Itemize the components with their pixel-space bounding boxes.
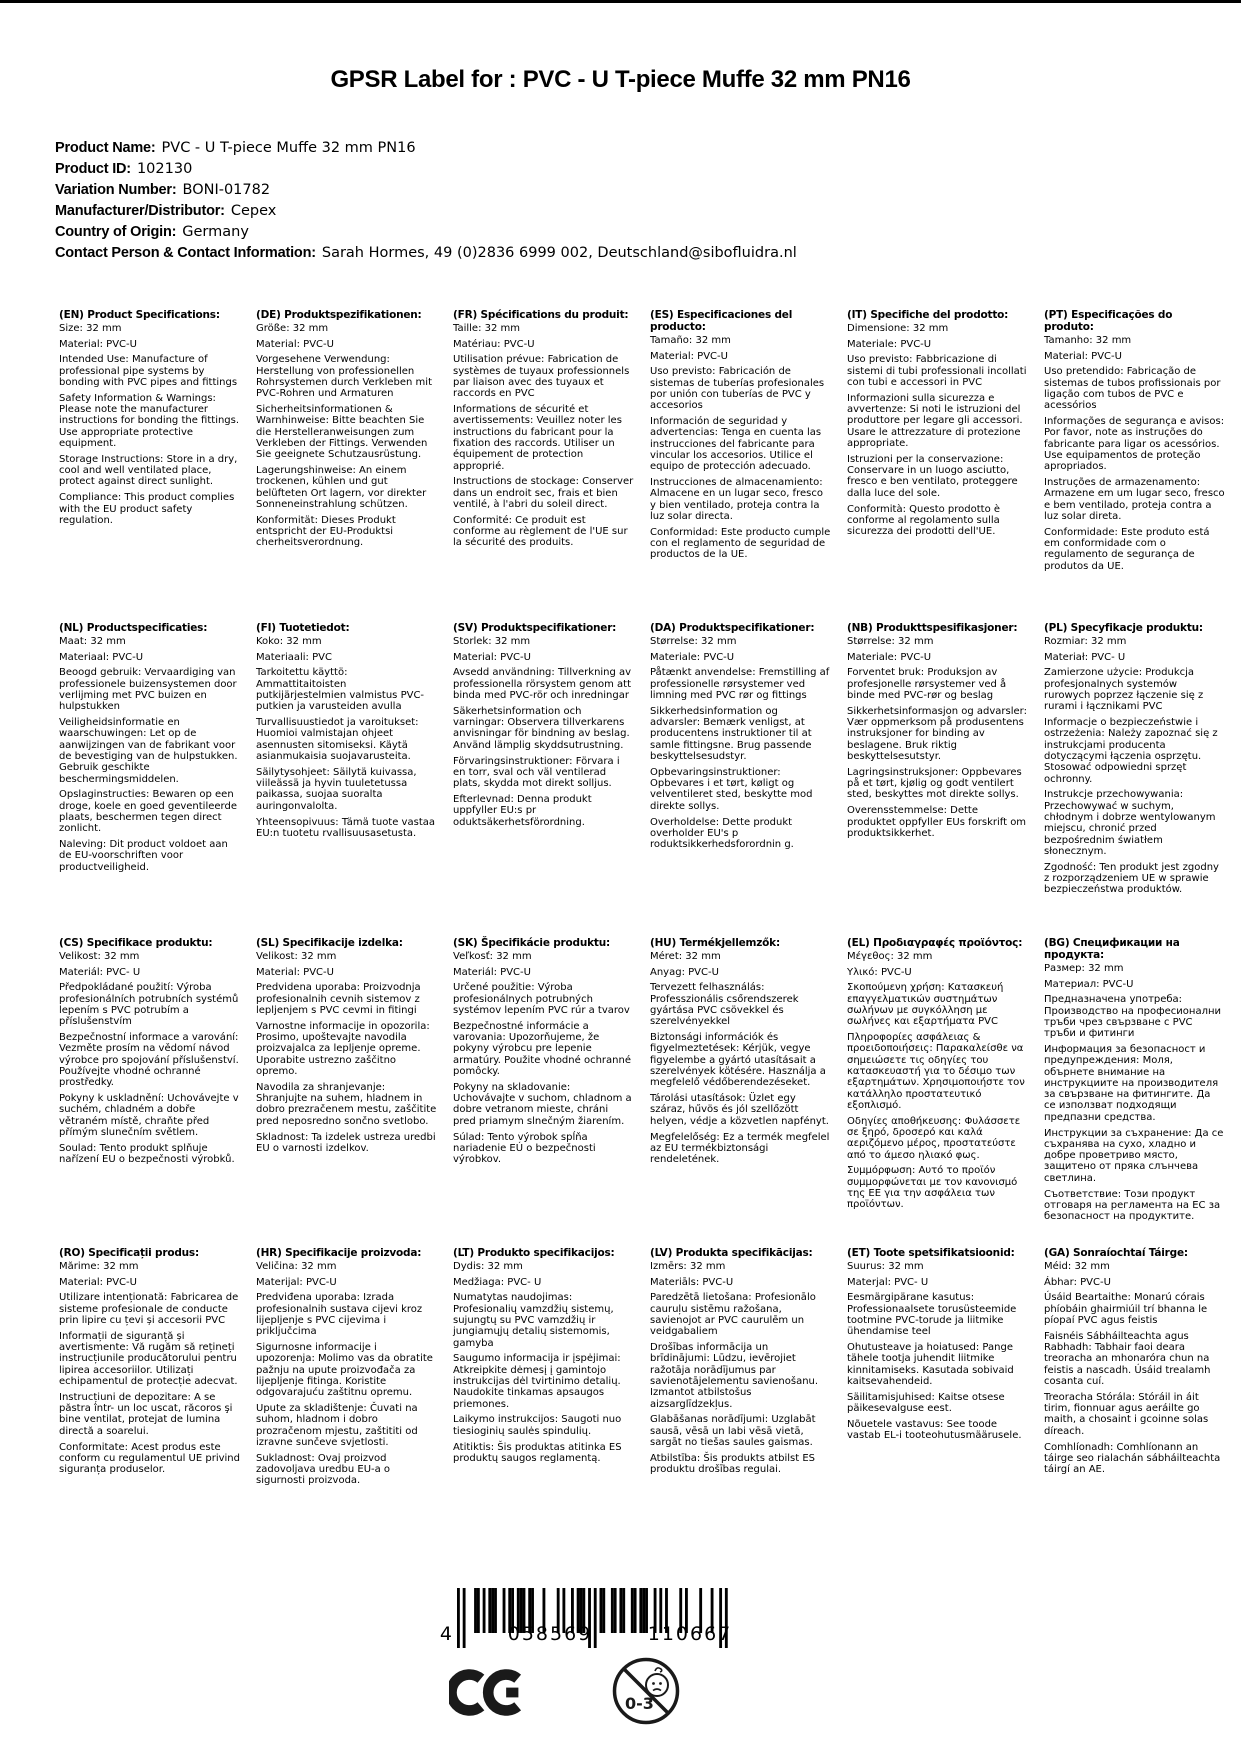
- spec-paragraph: Πληροφορίες ασφάλειας & προειδοποιήσεις: Παρακαλείσθε να σημειώσετε τις οδηγίες του κατασκευαστή για το δέσιμο των εξαρτημάτων. Χρησιμοποιήστε τον κατάλληλο προστατευτικό εξοπλισμό.: [847, 1032, 1025, 1111]
- spec-grid: [59, 310, 1241, 1487]
- spec-paragraph: Sukladnost: Ovaj proizvod zadovoljava uredbu EU-a o sigurnosti proizvoda.: [256, 1452, 391, 1487]
- spec-block-heading: (NB) Produkttspesifikasjoner:: [847, 622, 1018, 634]
- spec-paragraph: Určené použitie: Výroba profesionálnych potrubných systémov lepením PVC rúr a tvarov: [453, 982, 630, 1017]
- spec-paragraph: Taille: 32 mm: [453, 322, 521, 334]
- spec-paragraph: Overensstemmelse: Dette produktet oppfyller EUs forskrift om produktsikkerhet.: [847, 805, 1027, 839]
- spec-block-de: [256, 310, 437, 623]
- spec-paragraph: Tárolási utasítások: Üzlet egy száraz, hűvös és jól szellőzött helyen, védje a közvetlen napfényt.: [650, 1093, 829, 1127]
- spec-paragraph: Informații de siguranță și avertismente: Vă rugăm să rețineți instrucțiunile producătorului pentru lipirea accesoriilor. Utilizați echipamentul de protecție adecvat.: [59, 1330, 238, 1388]
- spec-block-el: [847, 938, 1028, 1248]
- spec-paragraph: Naleving: Dit product voldoet aan de EU-voorschriften voor productveiligheid.: [59, 839, 228, 873]
- manufacturer-value: Cepex: [230, 203, 277, 219]
- spec-paragraph: Säilytysohjeet: Säilytä kuivassa, viileässä ja hyvin tuuletetussa paikassa, suojaa suoralta auringonvalolta.: [256, 766, 417, 812]
- spec-block-heading: (NL) Productspecificaties:: [59, 622, 208, 634]
- manufacturer-line: [55, 201, 1185, 222]
- variation-number-value: BONI-01782: [182, 182, 271, 198]
- spec-block-heading: (ET) Toote spetsifikatsioonid:: [847, 1247, 1015, 1259]
- spec-block-heading: (EN) Product Specifications:: [59, 309, 220, 321]
- spec-paragraph: Avsedd användning: Tillverkning av professionella rörsystem genom att binda med PVC-rör och inredningar: [453, 667, 632, 702]
- spec-paragraph: Medžiaga: PVC- U: [453, 1276, 542, 1288]
- spec-paragraph: Conformidade: Este produto está em conformidade com o regulamento de segurança de produtos da UE.: [1044, 526, 1210, 572]
- page-title: GPSR Label for : PVC - U T-piece Muffe 32 mm PN16: [330, 66, 911, 94]
- spec-paragraph: Υλικό: PVC-U: [847, 966, 912, 978]
- barcode-left-digits: 058569: [507, 1623, 593, 1645]
- spec-paragraph: Konformität: Dieses Produkt entspricht der EU-Produktsi cherheitsverordnung.: [256, 514, 396, 549]
- spec-paragraph: Turvallisuustiedot ja varoitukset: Huomioi valmistajan ohjeet asennusten sitomiseksi. Käytä asianmukaisia suojavarusteita.: [256, 717, 419, 763]
- spec-block-heading: (CS) Specifikace produktu:: [59, 937, 213, 949]
- spec-paragraph: Beoogd gebruik: Vervaardiging van professionele buizensystemen door verlijming met PVC buizen en hulpstukken: [59, 667, 237, 713]
- spec-block-ga: [1044, 1248, 1225, 1487]
- spec-paragraph: Informations de sécurité et avertissements: Veuillez noter les instructions du fabricant pour la fixation des raccords. Utiliser un équipement de protection approprié.: [453, 404, 622, 472]
- spec-block-heading: (LT) Produkto specifikacijos:: [453, 1247, 615, 1259]
- barcode-right-digits: 110667: [647, 1623, 733, 1645]
- spec-paragraph: Material: PVC-U: [1044, 350, 1122, 362]
- spec-paragraph: Compliance: This product complies with the EU product safety regulation.: [59, 492, 235, 526]
- spec-paragraph: Rozmiar: 32 mm: [1044, 635, 1127, 647]
- spec-paragraph: Förvaringsinstruktioner: Förvara i en torr, sval och väl ventilerad plats, skydda mot direkt solljus.: [453, 755, 620, 790]
- country-of-origin-line: [55, 222, 1185, 243]
- spec-paragraph: Koko: 32 mm: [256, 635, 322, 647]
- product-id-value: 102130: [136, 161, 193, 177]
- spec-paragraph: Materijal: PVC-U: [256, 1276, 337, 1288]
- spec-paragraph: Instruções de armazenamento: Armazene em um lugar seco, fresco e bem ventilado, proteja contra a luz solar direta.: [1044, 476, 1225, 522]
- spec-paragraph: Opbevaringsinstruktioner: Opbevares i et tørt, køligt og velventileret sted, beskytte mod direkte sollys.: [650, 766, 813, 812]
- spec-paragraph: Méret: 32 mm: [650, 950, 721, 962]
- spec-block-da: [650, 623, 831, 938]
- spec-paragraph: Tarkoitettu käyttö: Ammattitaitoisten putkijärjestelmien valmistus PVC-putkien ja varusteiden avulla: [256, 667, 425, 713]
- spec-paragraph: Informações de segurança e avisos: Por favor, note as instruções do fabricante para ligar os acessórios. Use equipamentos de proteção apropriados.: [1044, 416, 1225, 473]
- spec-paragraph: Instrucțiuni de depozitare: A se păstra într- un loc uscat, răcoros şi bine ventilat, protejat de lumina directă a soarelui.: [59, 1391, 233, 1437]
- spec-paragraph: Material: PVC-U: [650, 350, 728, 362]
- spec-paragraph: Materjal: PVC- U: [847, 1276, 929, 1288]
- spec-paragraph: Forventet bruk: Produksjon av profesjonelle rørsystemer ved å binde med PVC-rør og beslag: [847, 667, 1007, 702]
- variation-number-line: [55, 180, 1185, 201]
- spec-paragraph: Súlad: Tento výrobok spĺňa nariadenie EÚ o bezpečnosti výrobkov.: [453, 1131, 596, 1166]
- spec-paragraph: Conformitate: Acest produs este conform cu regulamentul UE privind siguranța produselor.: [59, 1441, 240, 1476]
- spec-paragraph: Storlek: 32 mm: [453, 635, 531, 647]
- spec-paragraph: Izmērs: 32 mm: [650, 1260, 726, 1272]
- product-header-info: [55, 138, 1185, 264]
- spec-paragraph: Información de seguridad y advertencias: Tenga en cuenta las instrucciones del fabricante para vincular los accesorios. Utilice el equipo de protección adecuado.: [650, 416, 822, 473]
- spec-paragraph: Sicherheitsinformationen & Warnhinweise: Bitte beachten Sie die Herstelleranweisungen zum Verkleben der Fittings. Verwenden Sie geeignete Schutzausrüstung.: [256, 404, 428, 461]
- ce-mark-icon: [449, 1662, 529, 1723]
- spec-paragraph: Vorgesehene Verwendung: Herstellung von professionellen Rohrsystemen durch Verkleben mit PVC-Rohren und Armaturen: [256, 354, 432, 400]
- spec-block-pt: [1044, 310, 1225, 623]
- spec-block-es: [650, 310, 831, 623]
- spec-paragraph: Treoracha Stórála: Stóráil in áit tirim, fionnuar agus aeráilte go maith, a chosaint i gcoinne solas díreach.: [1044, 1391, 1209, 1437]
- spec-paragraph: Megfelelőség: Ez a termék megfelel az EU termékbiztonsági rendeletének.: [650, 1131, 830, 1166]
- contact-line: [55, 243, 1185, 264]
- spec-paragraph: Opslaginstructies: Bewaren op een droge, koele en goed geventileerde plaats, beschermen tegen direct zonlicht.: [59, 789, 237, 835]
- spec-paragraph: Drošības informācija un brīdinājumi: Lūdzu, ievērojiet ražotāja norādījumus par savienotājelementu savienošanu. Izmantot atbilstošus aizsarglīdzekļus.: [650, 1342, 819, 1410]
- spec-block-et: [847, 1248, 1028, 1487]
- spec-paragraph: Instrucciones de almacenamiento: Almacene en un lugar seco, fresco y bien ventilado, proteja contra la luz solar directa.: [650, 476, 823, 522]
- spec-block-heading: (RO) Specificații produs:: [59, 1247, 199, 1259]
- spec-paragraph: Съответствие: Този продукт отговаря на регламента на ЕС за безопасност на продуктите.: [1044, 1188, 1221, 1223]
- spec-paragraph: Utilizare intenționată: Fabricarea de sisteme profesionale de conducte prin lipire cu țevi și accesorii PVC: [59, 1292, 239, 1327]
- spec-paragraph: Pokyny na skladovanie: Uchovávajte v suchom, chladnom a dobre vetranom mieste, chráni pred priamym slnečným žiarením.: [453, 1081, 632, 1127]
- spec-paragraph: Materiaal: PVC-U: [59, 651, 144, 663]
- spec-paragraph: Conformità: Questo prodotto è conforme al regolamento sulla sicurezza dei prodotti dell'UE.: [847, 503, 1001, 538]
- spec-paragraph: Materiale: PVC-U: [847, 651, 932, 663]
- spec-block-heading: (PL) Specyfikacje produktu:: [1044, 622, 1203, 634]
- manufacturer-label: Manufacturer/Distributor:: [55, 203, 225, 219]
- product-id-label: Product ID:: [55, 161, 131, 177]
- spec-paragraph: Размер: 32 mm: [1044, 962, 1124, 974]
- age-warning-label: 0-3: [625, 1694, 654, 1713]
- country-of-origin-label: Country of Origin:: [55, 224, 177, 240]
- spec-paragraph: Tamanho: 32 mm: [1044, 334, 1132, 346]
- spec-paragraph: Material: PVC-U: [59, 338, 137, 350]
- spec-paragraph: Οδηγίες αποθήκευσης: Φυλάσσετε σε ξηρό, δροσερό και καλά αεριζόμενο μέρος, προστατεύστε από το άμεσο ηλιακό φως.: [847, 1115, 1021, 1161]
- spec-paragraph: Maat: 32 mm: [59, 635, 126, 647]
- spec-block-heading: (EL) Προδιαγραφές προϊόντος:: [847, 937, 1023, 949]
- country-of-origin-value: Germany: [182, 224, 249, 240]
- spec-paragraph: Σκοπούμενη χρήση: Κατασκευή επαγγελματικών συστημάτων σωλήνων με συγκόλληση με σωλήνες και εξαρτήματα PVC: [847, 982, 1004, 1028]
- spec-paragraph: Biztonsági információk és figyelmeztetések: Kérjük, vegye figyelembe a gyártó utasításait a szerelvények kötésére. Használja a megfelelő védőberendezéseket.: [650, 1032, 826, 1089]
- spec-paragraph: Zamierzone użycie: Produkcja profesjonalnych systemów rurowych poprzez łączenie się z rurami i łącznikami PVC: [1044, 667, 1204, 713]
- spec-paragraph: Ohutusteave ja hoiatused: Pange tähele tootja juhendit liitmike kinnitamiseks. Kasutada sobivaid kaitsevahendeid.: [847, 1342, 1014, 1388]
- spec-paragraph: Atbilstība: Šis produkts atbilst ES produktu drošības regulai.: [650, 1452, 816, 1476]
- spec-paragraph: Tervezett felhasználás: Professzionális csőrendszerek gyártása PVC csövekkel és szerelvényekkel: [650, 982, 799, 1028]
- spec-block-heading: (ES) Especificaciones del producto:: [650, 309, 793, 333]
- spec-paragraph: Ábhar: PVC-U: [1044, 1276, 1111, 1288]
- spec-paragraph: Størrelse: 32 mm: [650, 635, 737, 647]
- spec-block-lt: [453, 1248, 634, 1487]
- spec-paragraph: Bezpečnostní informace a varování: Vezměte prosím na vědomí návod výrobce pro spojování příslušenství. Používejte vhodné ochranné prostředky.: [59, 1032, 239, 1089]
- spec-paragraph: Overholdelse: Dette produkt overholder EU's p roduktsikkerhedsforordnin g.: [650, 816, 794, 851]
- age-warning-0-3-icon: [611, 1656, 681, 1726]
- contact-value: Sarah Hormes, 49 (0)2836 6999 002, Deutschland@sibofluidra.nl: [321, 245, 797, 261]
- product-name-value: PVC - U T-piece Muffe 32 mm PN16: [161, 140, 416, 156]
- spec-block-it: [847, 310, 1028, 623]
- spec-block-heading: (PT) Especificações do produto:: [1044, 309, 1173, 333]
- contact-label: Contact Person & Contact Information:: [55, 245, 316, 261]
- page-top-rule: [0, 0, 1241, 3]
- spec-paragraph: Материал: PVC-U: [1044, 978, 1134, 990]
- spec-block-lv: [650, 1248, 831, 1487]
- spec-paragraph: Materiāls: PVC-U: [650, 1276, 734, 1288]
- spec-paragraph: Material: PVC-U: [59, 1276, 137, 1288]
- spec-paragraph: Materiaali: PVC: [256, 651, 332, 663]
- spec-paragraph: Méid: 32 mm: [1044, 1260, 1110, 1272]
- spec-paragraph: Materiál: PVC-U: [453, 966, 531, 978]
- spec-block-sk: [453, 938, 634, 1248]
- spec-paragraph: Nõuetele vastavus: See toode vastab EL-i tooteohutusmäärusele.: [847, 1418, 1022, 1442]
- spec-paragraph: Συμμόρφωση: Αυτό το προϊόν συμμορφώνεται με τον κανονισμό της ΕΕ για την ασφάλεια των προϊόντων.: [847, 1165, 1018, 1211]
- variation-number-label: Variation Number:: [55, 182, 177, 198]
- spec-block-heading: (LV) Produkta specifikācijas:: [650, 1247, 813, 1259]
- spec-block-sv: [453, 623, 634, 938]
- spec-paragraph: Säilitamisjuhised: Kaitse otsese päikesevalguse eest.: [847, 1391, 1005, 1415]
- spec-paragraph: Veličina: 32 mm: [256, 1260, 337, 1272]
- spec-paragraph: Instrukcje przechowywania: Przechowywać w suchym, chłodnym i dobrze wentylowanym miejscu, chronić przed bezpośrednim światłem słonecznym.: [1044, 789, 1216, 857]
- spec-paragraph: Matériau: PVC-U: [453, 338, 535, 350]
- product-name-label: Product Name:: [55, 140, 156, 156]
- spec-paragraph: Uso previsto: Fabricación de sistemas de tuberías profesionales por unión con tuberías de PVC y accesorios: [650, 366, 825, 412]
- spec-paragraph: Yhteensopivuus: Tämä tuote vastaa EU:n tuotetu rvallisuusasetusta.: [256, 816, 435, 839]
- spec-paragraph: Numatytas naudojimas: Profesionalių vamzdžių sistemų, sujungtų su PVC vamzdžių ir jungiamųjų detalių sistemomis, gamyba: [453, 1292, 614, 1349]
- spec-paragraph: Safety Information & Warnings: Please note the manufacturer instructions for bonding the fittings. Use appropriate protective equipment.: [59, 392, 240, 450]
- spec-paragraph: Uso pretendido: Fabricação de sistemas de tubos profissionais por ligação com tubos de PVC e acessórios: [1044, 366, 1221, 412]
- spec-block-heading: (HR) Specifikacije proizvoda:: [256, 1247, 422, 1259]
- spec-block-heading: (IT) Specifiche del prodotto:: [847, 309, 1009, 321]
- spec-paragraph: Glabāšanas norādījumi: Uzglabāt sausā, vēsā un labi vēsā vietā, sargāt no tiešas saules gaismas.: [650, 1414, 816, 1449]
- spec-paragraph: Instructions de stockage: Conserver dans un endroit sec, frais et bien ventilé, à l'abri du soleil direct.: [453, 476, 634, 511]
- spec-paragraph: Skladnost: Ta izdelek ustreza uredbi EU o varnosti izdelkov.: [256, 1131, 436, 1154]
- spec-block-heading: (SK) Špecifikácie produktu:: [453, 937, 610, 949]
- spec-block-fr: [453, 310, 634, 623]
- spec-paragraph: Predvidena uporaba: Proizvodnja profesionalnih cevnih sistemov z lepljenjem s PVC cevmi in fitingi: [256, 982, 421, 1017]
- spec-block-heading: (FI) Tuotetiedot:: [256, 622, 350, 634]
- spec-paragraph: Předpokládané použití: Výroba profesionálních potrubních systémů lepením s PVC potrubím a příslušenstvím: [59, 982, 239, 1028]
- spec-paragraph: Säkerhetsinformation och varningar: Observera tillverkarens anvisningar för bindning av beslag. Använd lämplig skyddsutrustning.: [453, 705, 630, 751]
- spec-paragraph: Material: PVC-U: [256, 966, 334, 978]
- product-name-line: [55, 138, 1185, 159]
- spec-block-heading: (BG) Спецификации на продукта:: [1044, 937, 1180, 961]
- spec-block-heading: (SV) Produktspecifikationer:: [453, 622, 617, 634]
- spec-paragraph: Storage Instructions: Store in a dry, cool and well ventilated place, protect against direct sunlight.: [59, 453, 238, 488]
- spec-paragraph: Intended Use: Manufacture of professional pipe systems by bonding with PVC pipes and fittings: [59, 354, 238, 389]
- spec-paragraph: Upute za skladištenje: Čuvati na suhom, hladnom i dobro prozračenom mjestu, zaštititi od izravne sunčeve svjetlosti.: [256, 1403, 418, 1449]
- spec-paragraph: Conformidad: Este producto cumple con el reglamento de seguridad de productos de la UE.: [650, 526, 831, 561]
- barcode-lead-digit: 4: [439, 1623, 452, 1645]
- barcode: [430, 1585, 810, 1655]
- spec-paragraph: Conformité: Ce produit est conforme au règlement de l'UE sur la sécurité des produits.: [453, 514, 628, 549]
- spec-paragraph: Efterlevnad: Denna produkt uppfyller EU:s pr oduktsäkerhetsförordning.: [453, 793, 592, 828]
- spec-paragraph: Größe: 32 mm: [256, 322, 329, 334]
- spec-paragraph: Utilisation prévue: Fabrication de systèmes de tuyaux professionnels par liaison avec des tuyaux et raccords en PVC: [453, 354, 630, 400]
- spec-paragraph: Materiale: PVC-U: [847, 338, 932, 350]
- spec-paragraph: Dydis: 32 mm: [453, 1260, 523, 1272]
- spec-paragraph: Μέγεθος: 32 mm: [847, 950, 933, 962]
- spec-block-heading: (DA) Produktspecifikationer:: [650, 622, 815, 634]
- spec-block-heading: (SL) Specifikacije izdelka:: [256, 937, 403, 949]
- spec-paragraph: Informacje o bezpieczeństwie i ostrzeżenia: Należy zapoznać się z instrukcjami producenta dotyczącymi łączenia osprzętu. Stosować odpowiedni sprzęt ochronny.: [1044, 717, 1218, 785]
- spec-paragraph: Velikost: 32 mm: [59, 950, 140, 962]
- spec-paragraph: Saugumo informacija ir įspėjimai: Atkreipkite dėmesį į gamintojo instrukcijas dėl tvirtinimo detalių. Naudokite tinkamas apsaugos priemones.: [453, 1353, 621, 1410]
- spec-paragraph: Materiale: PVC-U: [650, 651, 735, 663]
- spec-paragraph: Anyag: PVC-U: [650, 966, 719, 978]
- spec-paragraph: Materiál: PVC- U: [59, 966, 141, 978]
- spec-block-pl: [1044, 623, 1225, 938]
- spec-paragraph: Istruzioni per la conservazione: Conservare in un luogo asciutto, fresco e ben ventilato, proteggere dalla luce del sole.: [847, 453, 1018, 499]
- spec-block-heading: (DE) Produktspezifikationen:: [256, 309, 422, 321]
- spec-paragraph: Sikkerhedsinformation og advarsler: Bemærk venligst, at producentens instruktioner til at samle fittingsne. Brug passende beskyttelsesudstyr.: [650, 705, 812, 763]
- spec-paragraph: Sikkerhetsinformasjon og advarsler: Vær oppmerksom på produsentens instruksjoner for binding av beslagene. Bruk riktig beskyttelsesutstyr.: [847, 705, 1027, 763]
- product-id-line: [55, 159, 1185, 180]
- spec-block-bg: [1044, 938, 1225, 1248]
- spec-paragraph: Laikymo instrukcijos: Saugoti nuo tiesioginių saulės spindulių.: [453, 1414, 622, 1437]
- spec-paragraph: Sigurnosne informacije i upozorenja: Molimo vas da obratite pažnju na upute proizvođača za lijepljenje fitinga. Koristite odgovarajuću zaštitnu opremu.: [256, 1342, 433, 1399]
- spec-paragraph: Veľkosť: 32 mm: [453, 950, 532, 962]
- spec-paragraph: Lagringsinstruksjoner: Oppbevares på et tørt, kjølig og godt ventilert sted, beskyttes mot direkte sollys.: [847, 766, 1022, 801]
- spec-block-fi: [256, 623, 437, 938]
- spec-paragraph: Predviđena uporaba: Izrada profesionalnih sustava cijevi kroz lijepljenje s PVC cijevima i priključcima: [256, 1292, 423, 1338]
- spec-paragraph: Информация за безопасност и предупреждения: Моля, обърнете внимание на инструкциите на производителя за свързване на фитингите. Да се използват подходящи предпазни средства.: [1044, 1044, 1219, 1123]
- spec-paragraph: Paredzētā lietošana: Profesionālo cauruļu sistēmu ražošana, savienojot ar PVC caurulēm un veidgabaliem: [650, 1292, 816, 1338]
- spec-block-heading: (FR) Spécifications du produit:: [453, 309, 629, 321]
- spec-paragraph: Mărime: 32 mm: [59, 1260, 139, 1272]
- spec-paragraph: Faisnéis Sábháilteachta agus Rabhadh: Tabhair faoi deara treoracha an mhonaróra chun na feistis a nascadh. Úsáid trealamh cosanta cuí.: [1044, 1330, 1211, 1388]
- spec-paragraph: Suurus: 32 mm: [847, 1260, 924, 1272]
- spec-paragraph: Soulad: Tento produkt splňuje nařízení EU o bezpečnosti výrobků.: [59, 1142, 235, 1166]
- spec-block-ro: [59, 1248, 240, 1487]
- spec-paragraph: Dimensione: 32 mm: [847, 322, 949, 334]
- spec-block-heading: (GA) Sonraíochtaí Táirge:: [1044, 1247, 1188, 1259]
- spec-paragraph: Comhlíonadh: Comhlíonann an táirge seo rialachán sábháilteachta táirgí an AE.: [1044, 1441, 1221, 1476]
- spec-paragraph: Eesmärgipärane kasutus: Professionaalsete torusüsteemide tootmine PVC-torude ja liitmike ühendamise teel: [847, 1292, 1017, 1338]
- spec-paragraph: Materiał: PVC- U: [1044, 651, 1126, 663]
- spec-block-hr: [256, 1248, 437, 1487]
- spec-block-heading: (HU) Termékjellemzők:: [650, 937, 780, 949]
- spec-paragraph: Størrelse: 32 mm: [847, 635, 934, 647]
- spec-paragraph: Varnostne informacije in opozorila: Prosimo, upoštevajte navodila proizvajalca za lepljenje opreme. Uporabite ustrezno zaščitno opremo.: [256, 1020, 430, 1078]
- spec-paragraph: Size: 32 mm: [59, 322, 122, 334]
- spec-block-sl: [256, 938, 437, 1248]
- spec-paragraph: Предназначена употреба: Производство на професионални тръби чрез свързване с PVC тръби и фитинги: [1044, 994, 1222, 1040]
- spec-paragraph: Navodila za shranjevanje: Shranjujte na suhem, hladnem in dobro prezračenem mestu, zaščitite pred neposredno sončno svetlobo.: [256, 1081, 437, 1127]
- spec-paragraph: Инструкции за съхранение: Да се съхранява на сухо, хладно и добре проветриво място, защитено от пряка слънчева светлина.: [1044, 1127, 1224, 1184]
- spec-paragraph: Lagerungshinweise: An einem trockenen, kühlen und gut belüfteten Ort lagern, vor direkter Sonneneinstrahlung schützen.: [256, 465, 427, 511]
- spec-paragraph: Påtænkt anvendelse: Fremstilling af professionelle rørsystemer ved limning med PVC rør og fittings: [650, 667, 830, 702]
- spec-block-en: [59, 310, 240, 623]
- spec-block-nl: [59, 623, 240, 938]
- spec-paragraph: Zgodność: Ten produkt jest zgodny z rozporządzeniem UE w sprawie bezpieczeństwa produktów.: [1044, 861, 1219, 896]
- spec-paragraph: Material: PVC-U: [453, 651, 531, 663]
- spec-paragraph: Atitiktis: Šis produktas atitinka ES produktų saugos reglamentą.: [453, 1441, 622, 1464]
- spec-paragraph: Bezpečnostné informácie a varovania: Upozorňujeme, že pokyny výrobcu pre lepenie armatúry. Použite vhodné ochranné pomôcky.: [453, 1020, 631, 1078]
- spec-paragraph: Tamaño: 32 mm: [650, 334, 731, 346]
- spec-block-cs: [59, 938, 240, 1248]
- spec-paragraph: Velikost: 32 mm: [256, 950, 337, 962]
- spec-paragraph: Úsáid Beartaithe: Monarú córais phíobáin ghairmiúil trí bhanna le píopaí PVC agus feistis: [1044, 1292, 1208, 1327]
- spec-paragraph: Uso previsto: Fabbricazione di sistemi di tubi professionali incollati con tubi e accessori in PVC: [847, 354, 1027, 389]
- spec-paragraph: Material: PVC-U: [256, 338, 334, 350]
- spec-block-nb: [847, 623, 1028, 938]
- spec-paragraph: Informazioni sulla sicurezza e avvertenze: Si noti le istruzioni del produttore per legare gli accessori. Usare le attrezzature di protezione appropriate.: [847, 392, 1023, 450]
- spec-block-hu: [650, 938, 831, 1248]
- spec-paragraph: Veiligheidsinformatie en waarschuwingen: Let op de aanwijzingen van de fabrikant voor de bevestiging van de hulpstukken. Gebruik geschikte beschermingsmiddelen.: [59, 717, 238, 785]
- spec-paragraph: Pokyny k uskladnění: Uchovávejte v suchém, chladném a dobře větraném místě, chraňte před přímým slunečním světlem.: [59, 1093, 239, 1139]
